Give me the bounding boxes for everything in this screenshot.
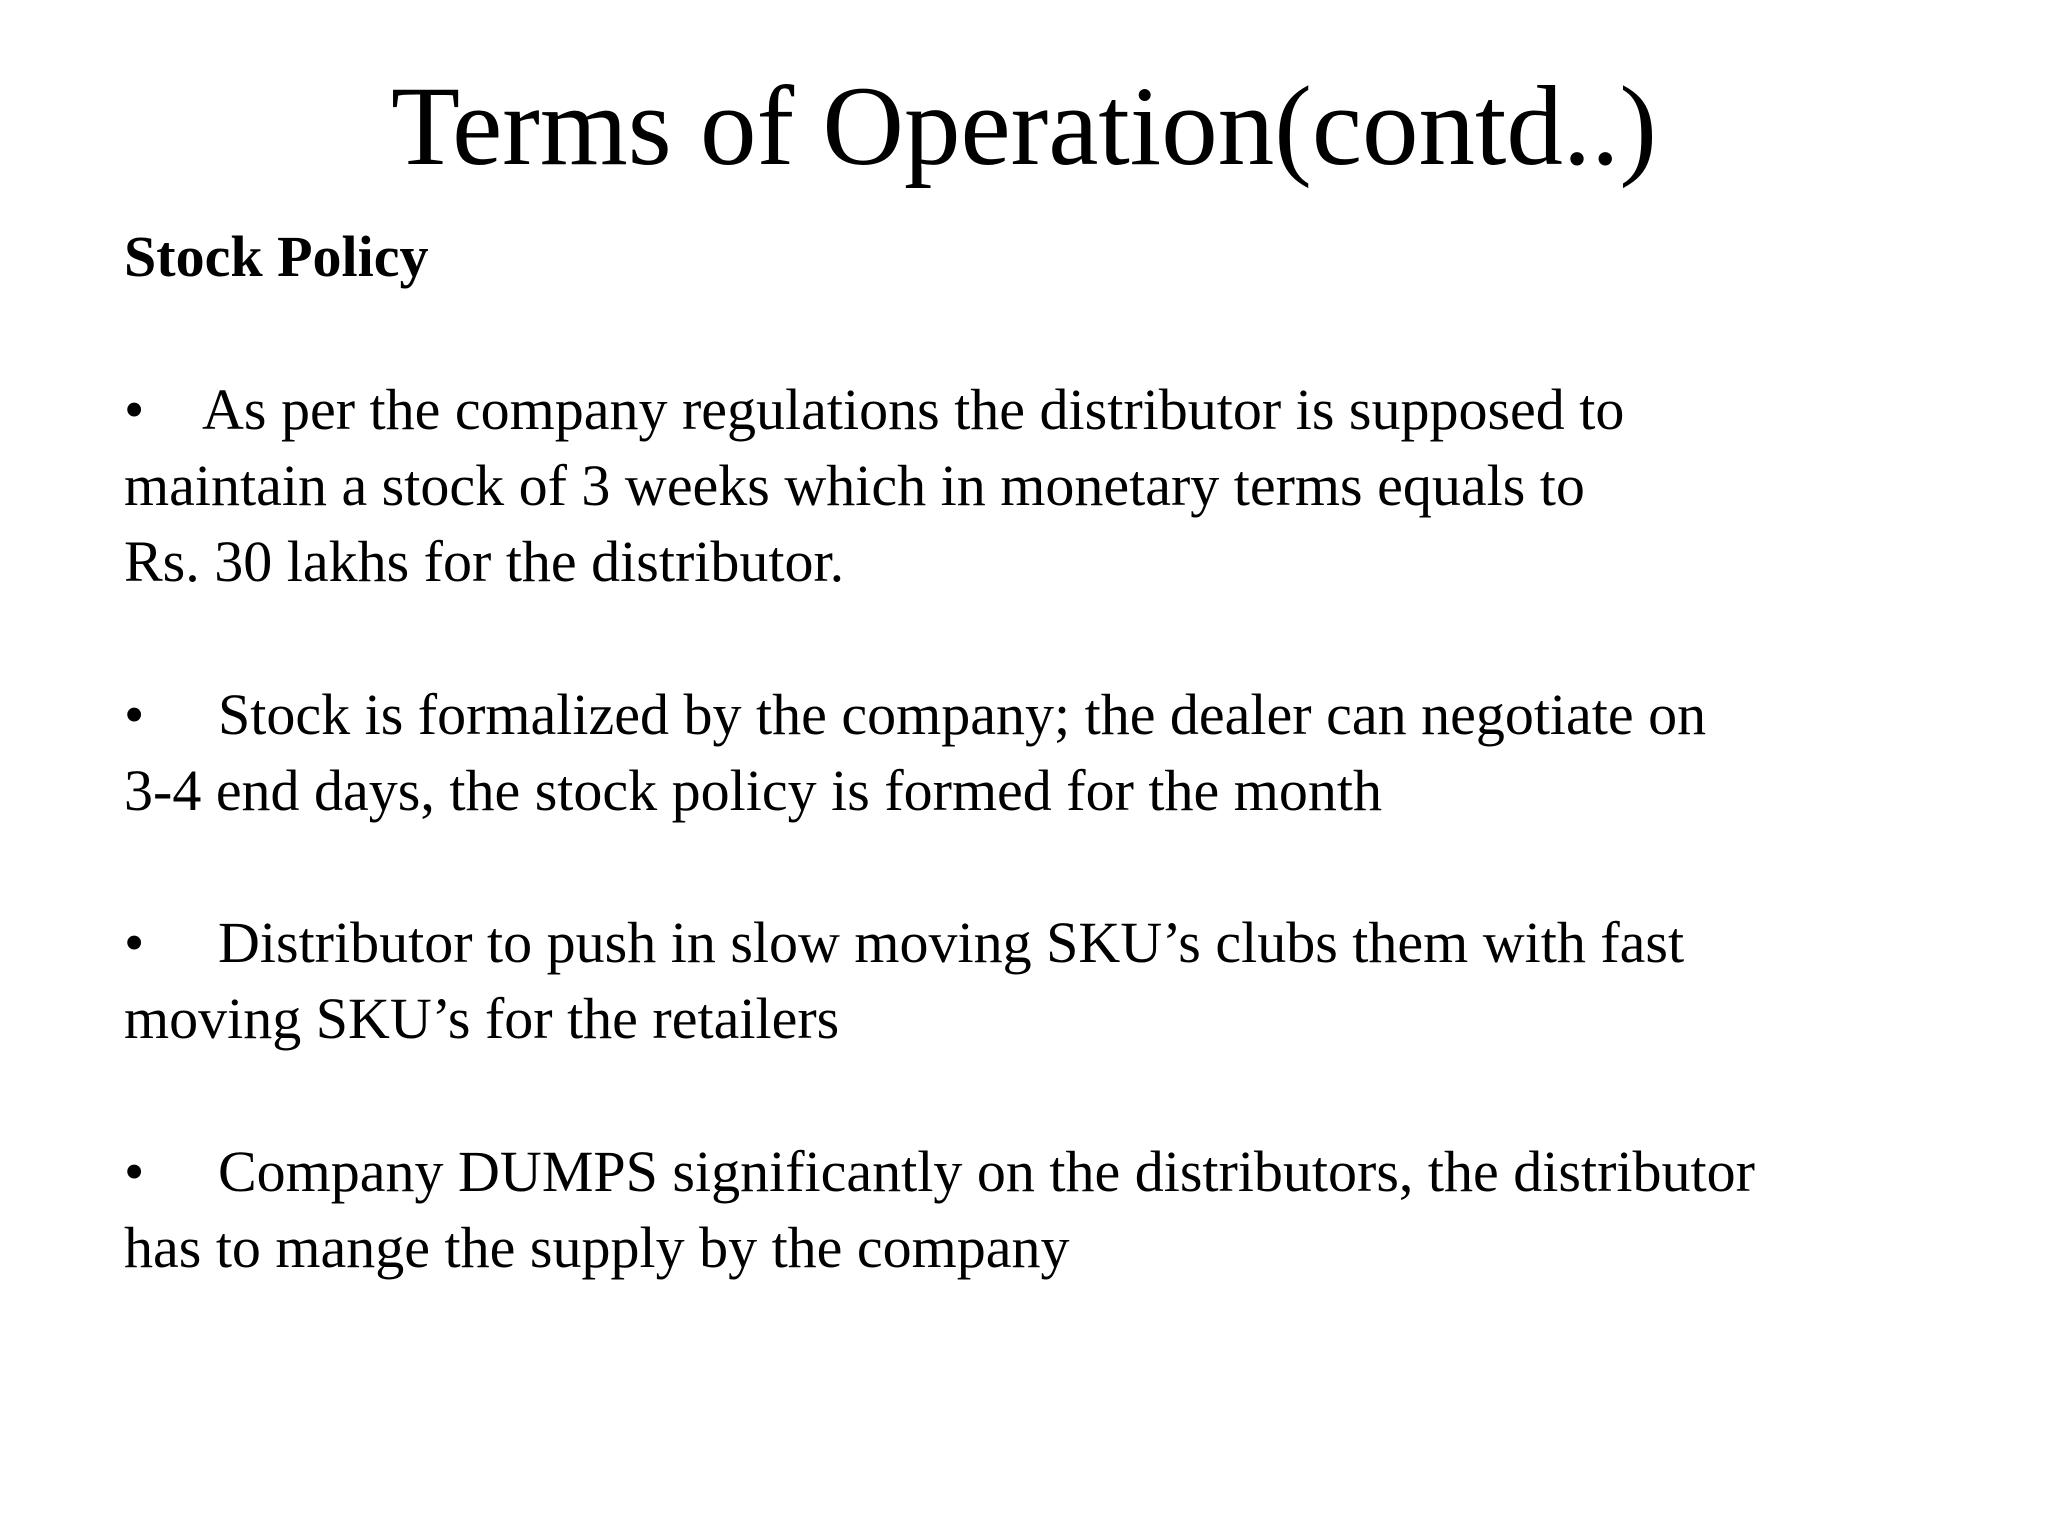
bullet-line — [124, 905, 2004, 981]
bullet-item-company-dumps — [124, 1134, 2004, 1286]
bullet-text: Company DUMPS significantly on the distributors, the distributor — [218, 1139, 1755, 1204]
bullet-text: As per the company regulations the distributor is supposed to — [202, 377, 1625, 442]
bullet-marker: • — [124, 1139, 145, 1204]
bullet-line: Rs. 30 lakhs for the distributor. — [124, 529, 845, 594]
section-heading: Stock Policy — [124, 224, 429, 289]
bullet-line: has to mange the supply by the company — [124, 1215, 1070, 1280]
bullet-text: Stock is formalized by the company; the dealer can negotiate on — [218, 682, 1707, 747]
bullet-marker: • — [124, 682, 145, 747]
bullet-marker: • — [124, 910, 145, 975]
bullet-marker: • — [124, 377, 145, 442]
bullet-line: 3-4 end days, the stock policy is formed for the month — [124, 758, 1383, 823]
bullet-line: moving SKU’s for the retailers — [124, 986, 840, 1051]
bullet-item-sku-push — [124, 905, 2004, 1057]
bullet-line — [124, 677, 2004, 753]
bullet-line: maintain a stock of 3 weeks which in monetary terms equals to — [124, 453, 1585, 518]
slide-title: Terms of Operation(contd..) — [390, 64, 1658, 189]
bullet-line — [124, 372, 2004, 448]
bullet-text: Distributor to push in slow moving SKU’s clubs them with fast — [218, 910, 1685, 975]
bullet-line — [124, 1134, 2004, 1210]
bullet-item-stock-formalization — [124, 677, 2004, 829]
bullet-item-stock-maintenance — [124, 372, 2004, 600]
